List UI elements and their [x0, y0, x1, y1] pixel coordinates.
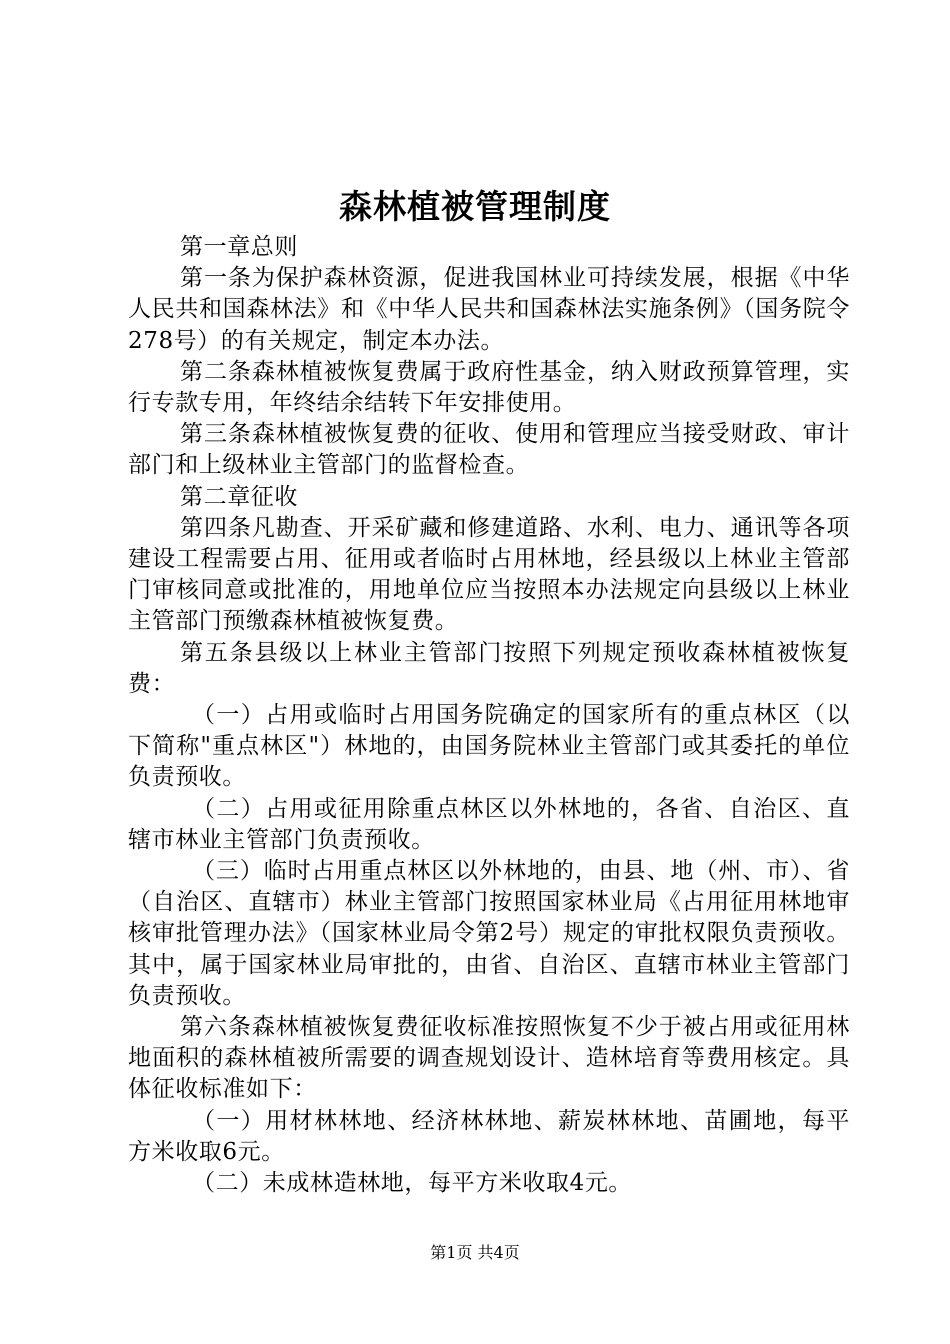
- clause-paragraph: （一）用材林林地、经济林林地、薪炭林林地、苗圃地，每平方米收取6元。: [128, 1107, 850, 1165]
- article-paragraph: 第一条为保护森林资源，促进我国林业可持续发展，根据《中华人民共和国森林法》和《中华人民共和国森林法实施条例》（国务院令278号）的有关规定，制定本办法。: [128, 265, 850, 354]
- page-number-footer: 第1页 共4页: [430, 1243, 520, 1262]
- article-paragraph: 第五条县级以上林业主管部门按照下列规定预收森林植被恢复费：: [128, 639, 850, 697]
- clause-paragraph: （二）未成林造林地，每平方米收取4元。: [192, 1170, 633, 1197]
- clause-paragraph: （一）占用或临时占用国务院确定的国家所有的重点林区（以下简称"重点林区"）林地的，由国务院林业主管部门或其委托的单位负责预收。: [128, 702, 850, 791]
- chapter-heading: 第二章征收: [180, 483, 298, 510]
- article-paragraph: 第六条森林植被恢复费征收标准按照恢复不少于被占用或征用林地面积的森林植被所需要的调查规划设计、造林培育等费用核定。具体征收标准如下：: [128, 1014, 850, 1103]
- clause-paragraph: （三）临时占用重点林区以外林地的，由县、地（州、市）、省（自治区、直辖市）林业主管部门按照国家林业局《占用征用林地审核审批管理办法》（国家林业局令第2号）规定的审批权限负责预收。其中，属于国家林业局审批的，由省、自治区、直辖市林业主管部门负责预收。: [128, 858, 850, 1009]
- document-body: [128, 232, 850, 1199]
- article-paragraph: 第三条森林植被恢复费的征收、使用和管理应当接受财政、审计部门和上级林业主管部门的监督检查。: [128, 421, 850, 479]
- article-paragraph: 第四条凡勘查、开采矿藏和修建道路、水利、电力、通讯等各项建设工程需要占用、征用或者临时占用林地，经县级以上林业主管部门审核同意或批准的，用地单位应当按照本办法规定向县级以上林业主管部门预缴森林植被恢复费。: [128, 514, 850, 635]
- article-paragraph: 第二条森林植被恢复费属于政府性基金，纳入财政预算管理，实行专款专用，年终结余结转下年安排使用。: [128, 358, 850, 417]
- document-title: 森林植被管理制度: [339, 187, 611, 226]
- clause-paragraph: （二）占用或征用除重点林区以外林地的，各省、自治区、直辖市林业主管部门负责预收。: [128, 795, 850, 853]
- chapter-heading: 第一章总则: [180, 234, 298, 260]
